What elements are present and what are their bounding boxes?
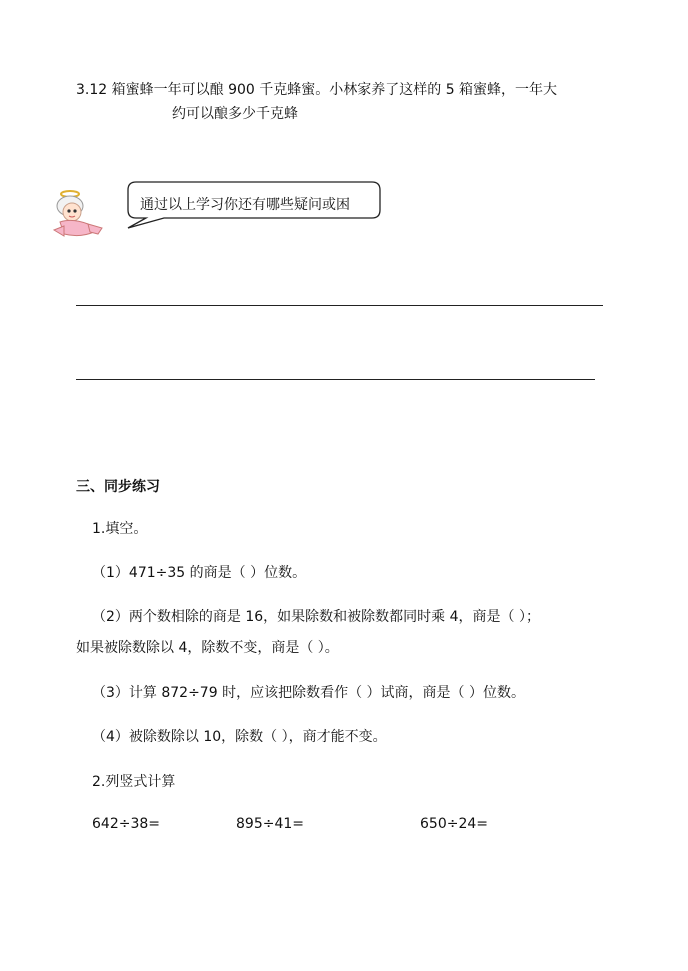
answer-line-1 — [76, 305, 603, 306]
section-title: 三、同步练习 — [76, 479, 160, 495]
question-2-title: 2.列竖式计算 — [92, 774, 176, 790]
question-1-item-2-line-2: 如果被除数除以 4，除数不变，商是（ ）。 — [76, 640, 339, 656]
question-1-title: 1.填空。 — [92, 521, 148, 537]
division-expression: 642÷38= — [92, 816, 160, 832]
answer-line-2 — [76, 379, 595, 380]
question-1-item-3: （3）计算 872÷79 时，应该把除数看作（ ）试商，商是（ ）位数。 — [92, 685, 525, 701]
question-1-item-2-line-1: （2）两个数相除的商是 16，如果除数和被除数都同时乘 4，商是（ ）； — [92, 609, 540, 625]
question-1-item-4: （4）被除数除以 10，除数（ ），商才能不变。 — [92, 729, 387, 745]
speech-bubble-text: 通过以上学习你还有哪些疑问或困 — [140, 197, 350, 213]
division-expression: 895÷41= — [236, 816, 304, 832]
question-1-item-1: （1）471÷35 的商是（ ）位数。 — [92, 565, 307, 581]
division-expression: 650÷24= — [420, 816, 488, 832]
problem-3-line-2: 约可以酿多少千克蜂 — [172, 106, 298, 122]
problem-3-line-1: 3.12 箱蜜蜂一年可以酿 900 千克蜂蜜。小林家养了这样的 5 箱蜜蜂，一年大 — [76, 82, 558, 98]
angel-mascot-icon — [50, 188, 108, 242]
